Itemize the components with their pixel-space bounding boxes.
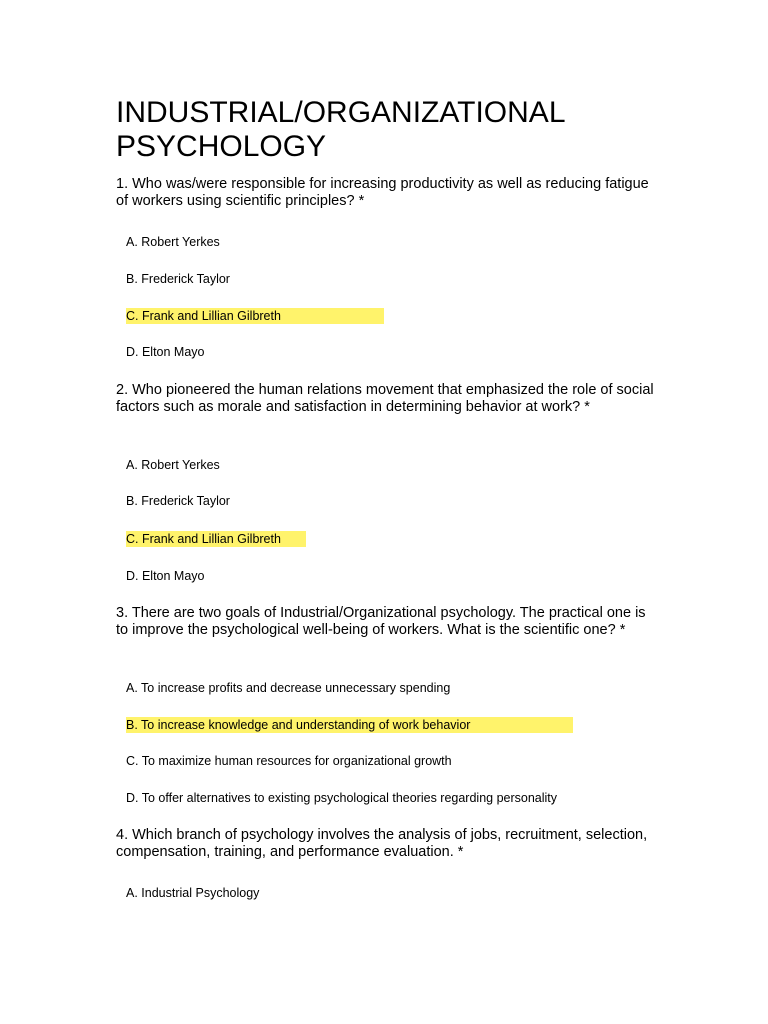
answer-option: A. Industrial Psychology (126, 886, 260, 900)
answer-option: D. Elton Mayo (126, 345, 205, 359)
answer-option: C. To maximize human resources for organizational growth (126, 754, 452, 768)
question-text: 3. There are two goals of Industrial/Organizational psychology. The practical one is to improve the psychological well-being of workers. What is the scientific one? * (116, 605, 646, 638)
answer-option: A. To increase profits and decrease unnecessary spending (126, 681, 451, 695)
highlighted-answer-option: C. Frank and Lillian Gilbreth (126, 308, 384, 324)
answer-option: D. Elton Mayo (126, 569, 205, 583)
answer-option: D. To offer alternatives to existing psychological theories regarding personality (126, 791, 558, 805)
highlighted-answer-option: C. Frank and Lillian Gilbreth (126, 531, 306, 547)
question-text: 4. Which branch of psychology involves the analysis of jobs, recruitment, selection, compensation, training, and performance evaluation. * (116, 827, 648, 860)
page-title: INDUSTRIAL/ORGANIZATIONAL PSYCHOLOGY (116, 96, 565, 163)
answer-option: B. Frederick Taylor (126, 272, 230, 286)
highlighted-answer-option: B. To increase knowledge and understanding of work behavior (126, 717, 573, 733)
answer-option: A. Robert Yerkes (126, 235, 220, 249)
answer-option: A. Robert Yerkes (126, 458, 220, 472)
question-text: 1. Who was/were responsible for increasing productivity as well as reducing fatigue of workers using scientific principles? * (116, 176, 649, 209)
answer-option: B. Frederick Taylor (126, 494, 230, 508)
question-text: 2. Who pioneered the human relations movement that emphasized the role of social factors such as morale and satisfaction in determining behavior at work? * (116, 382, 654, 415)
